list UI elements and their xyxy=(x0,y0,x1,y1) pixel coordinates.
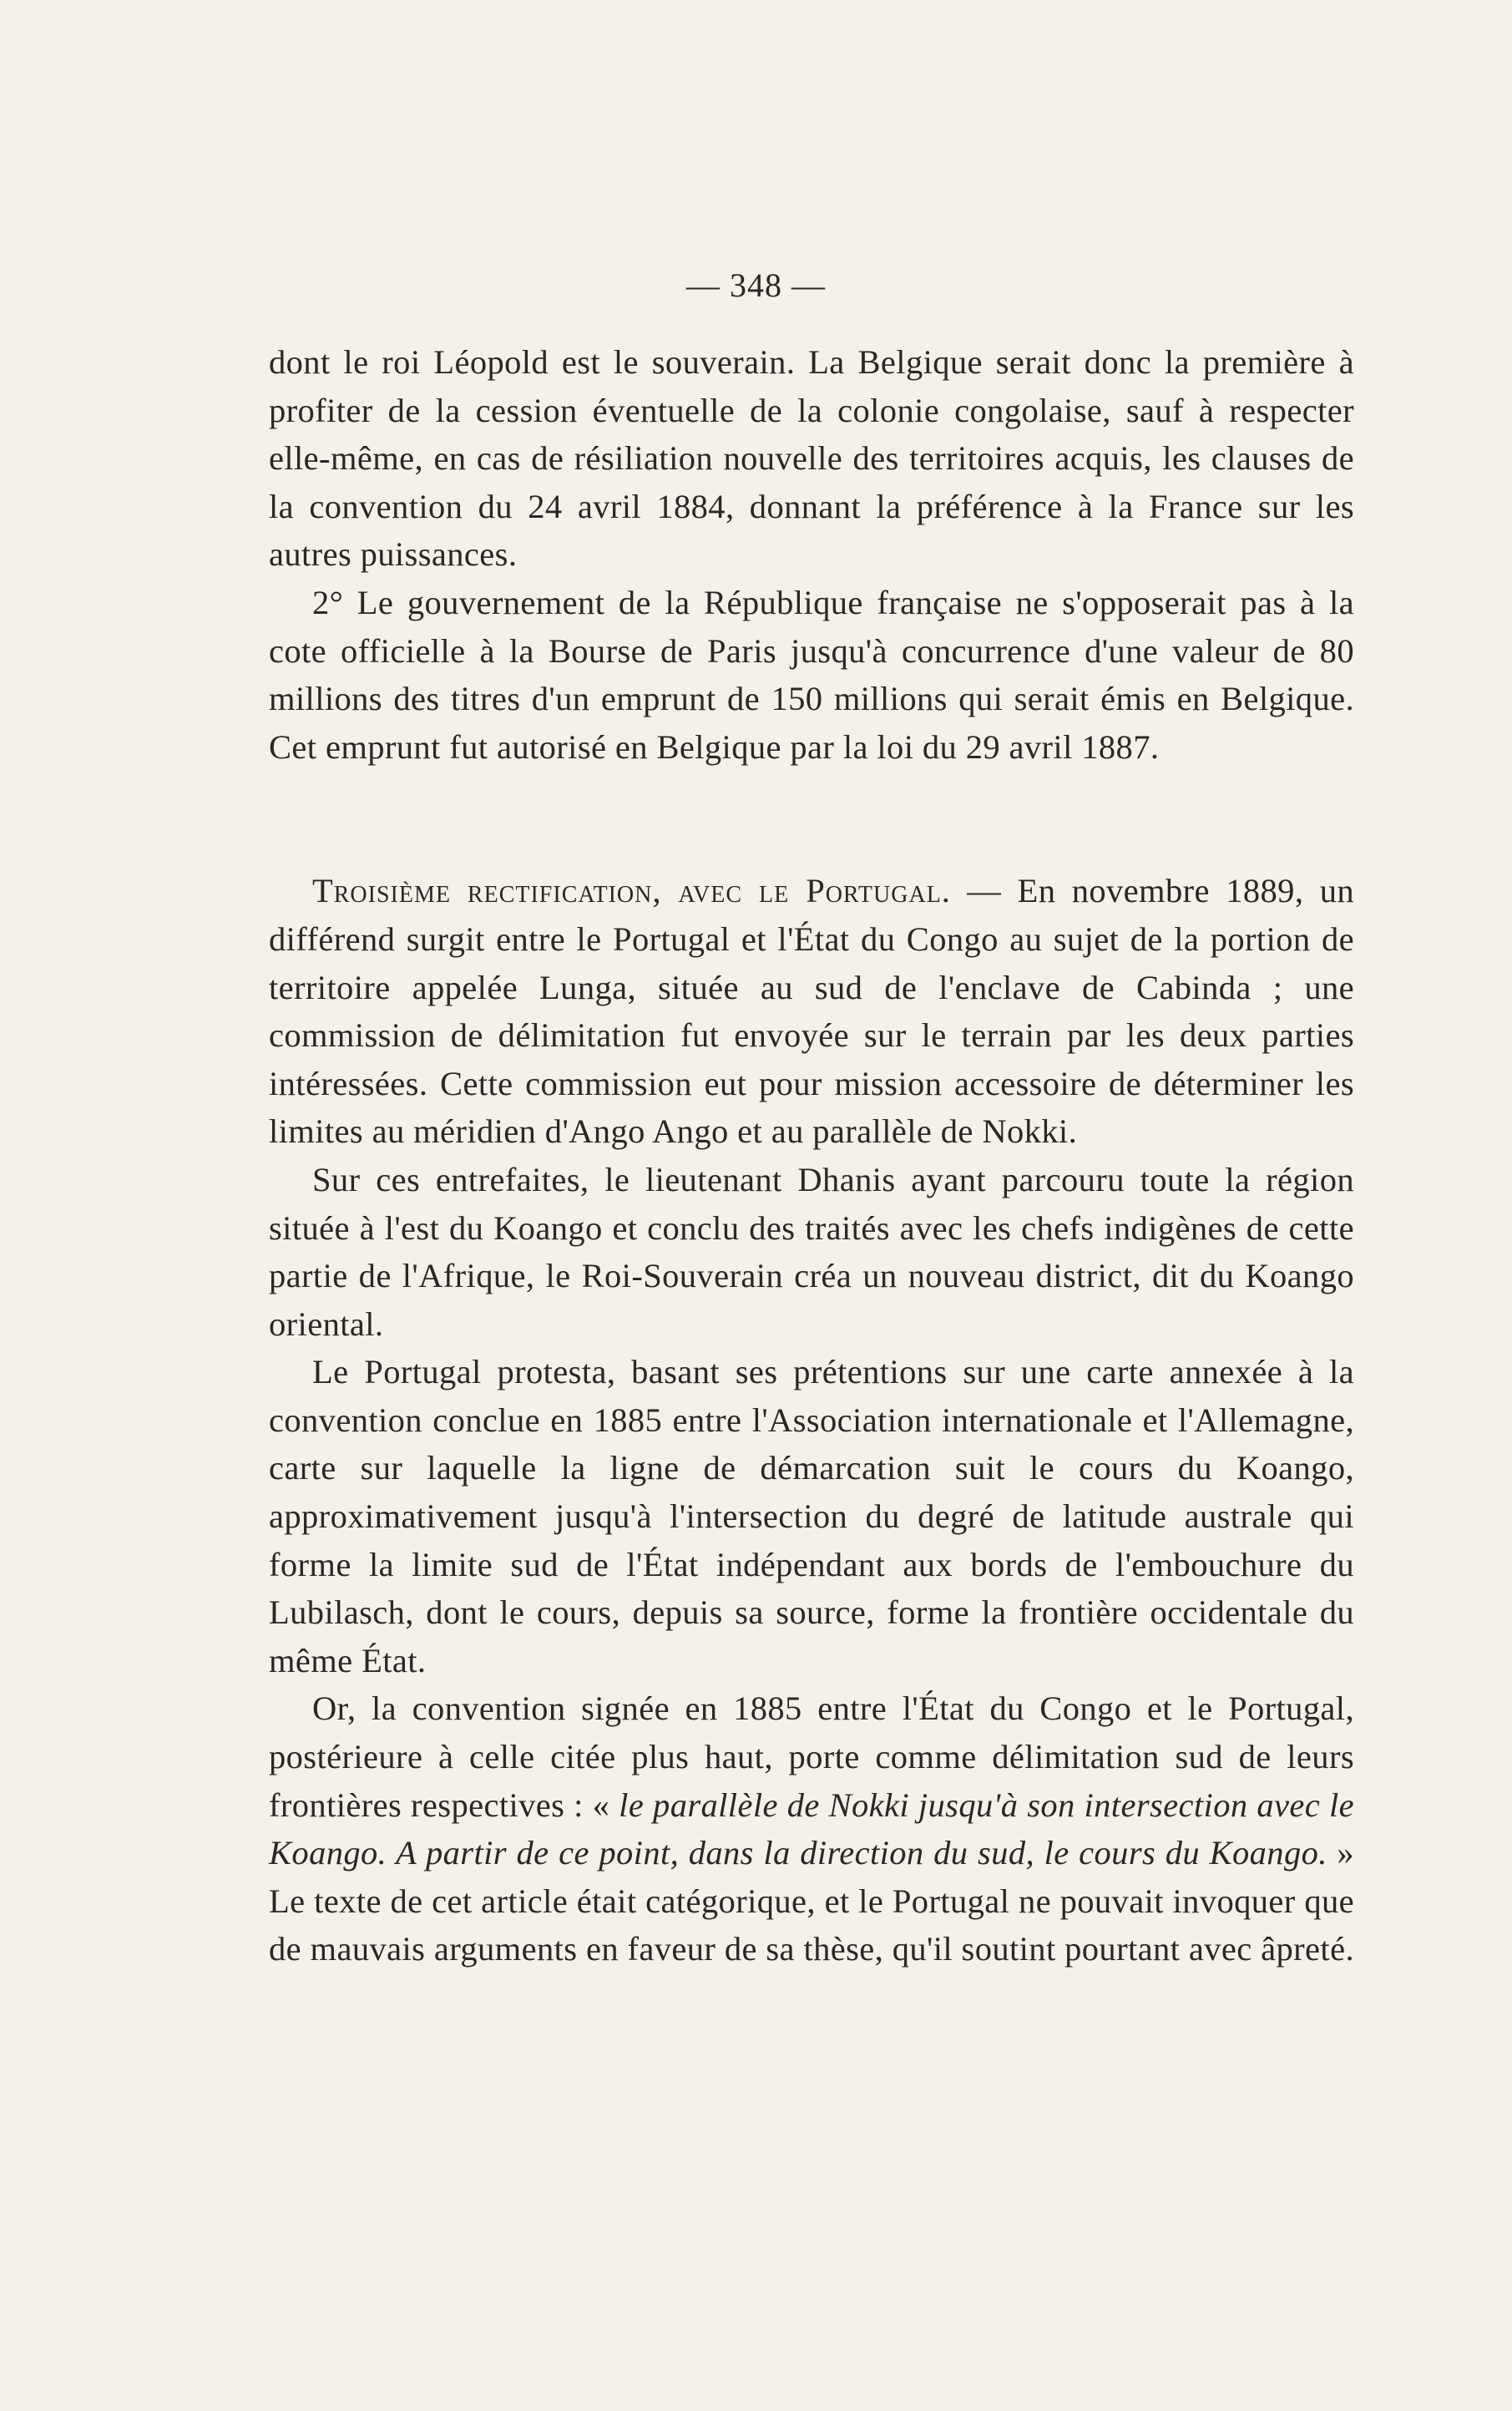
convention-quote: le parallèle de Nokki jusqu'à son intersection avec le Koango. A partir de ce point, dans la direction du sud, le cours du Koango. xyxy=(269,1785,1354,1872)
convention-text-after: » Le texte de cet article était catégorique, et le Portugal ne pouvait invoquer que de mauvais arguments en faveur de sa thèse, qu'il soutint pourtant avec âpreté. xyxy=(269,1834,1354,1968)
body-text xyxy=(269,338,1354,1973)
section-heading: Troisième rectification, avec le Portugal. xyxy=(312,872,951,910)
paragraph-section-heading xyxy=(269,867,1354,1156)
convention-text-before: Or, la convention signée en 1885 entre l'État du Congo et le Portugal, postérieure à celle citée plus haut, porte comme délimitation sud de leurs frontières respectives : « xyxy=(269,1689,1354,1824)
paragraph-convention xyxy=(269,1684,1354,1973)
paragraph-dhanis: Sur ces entrefaites, le lieutenant Dhanis ayant parcouru toute la région située à l'est du Koango et conclu des traités avec les chefs indigènes de cette partie de l'Afrique, le Roi-Souverain créa un nouveau district, dit du Koango oriental. xyxy=(269,1160,1354,1343)
page-number: — 348 — xyxy=(686,266,826,304)
paragraph-continuation: dont le roi Léopold est le souverain. La Belgique serait donc la première à profiter de la cession éventuelle de la colonie congolaise, sauf à respecter elle-même, en cas de résiliation nouvelle des territoires acquis, les clauses de la convention du 24 avril 1884, donnant la préférence à la France sur les autres puissances. xyxy=(269,343,1354,574)
paragraph-protest: Le Portugal protesta, basant ses prétentions sur une carte annexée à la convention conclue en 1885 entre l'Association internationale et l'Allemagne, carte sur laquelle la ligne de démarcation suit le cours du Koango, approximativement jusqu'à l'intersection du degré de latitude australe qui forme la limite sud de l'État indépendant aux bords de l'embouchure du Lubilasch, dont le cours, depuis sa source, forme la frontière occidentale du même État. xyxy=(269,1353,1354,1679)
paragraph-point-2: 2° Le gouvernement de la République française ne s'opposerait pas à la cote officielle à la Bourse de Paris jusqu'à concurrence d'une valeur de 80 millions des titres d'un emprunt de 150 millions qui serait émis en Belgique. Cet emprunt fut autorisé en Belgique par la loi du 29 avril 1887. xyxy=(269,583,1354,766)
section-text: — En novembre 1889, un différend surgit entre le Portugal et l'État du Congo au sujet de la portion de territoire appelée Lunga, située au sud de l'enclave de Cabinda ; une commission de délimitation fut envoyée sur le terrain par les deux parties intéressées. Cette commission eut pour mission accessoire de déterminer les limites au méridien d'Ango Ango et au parallèle de Nokki. xyxy=(269,872,1355,1151)
